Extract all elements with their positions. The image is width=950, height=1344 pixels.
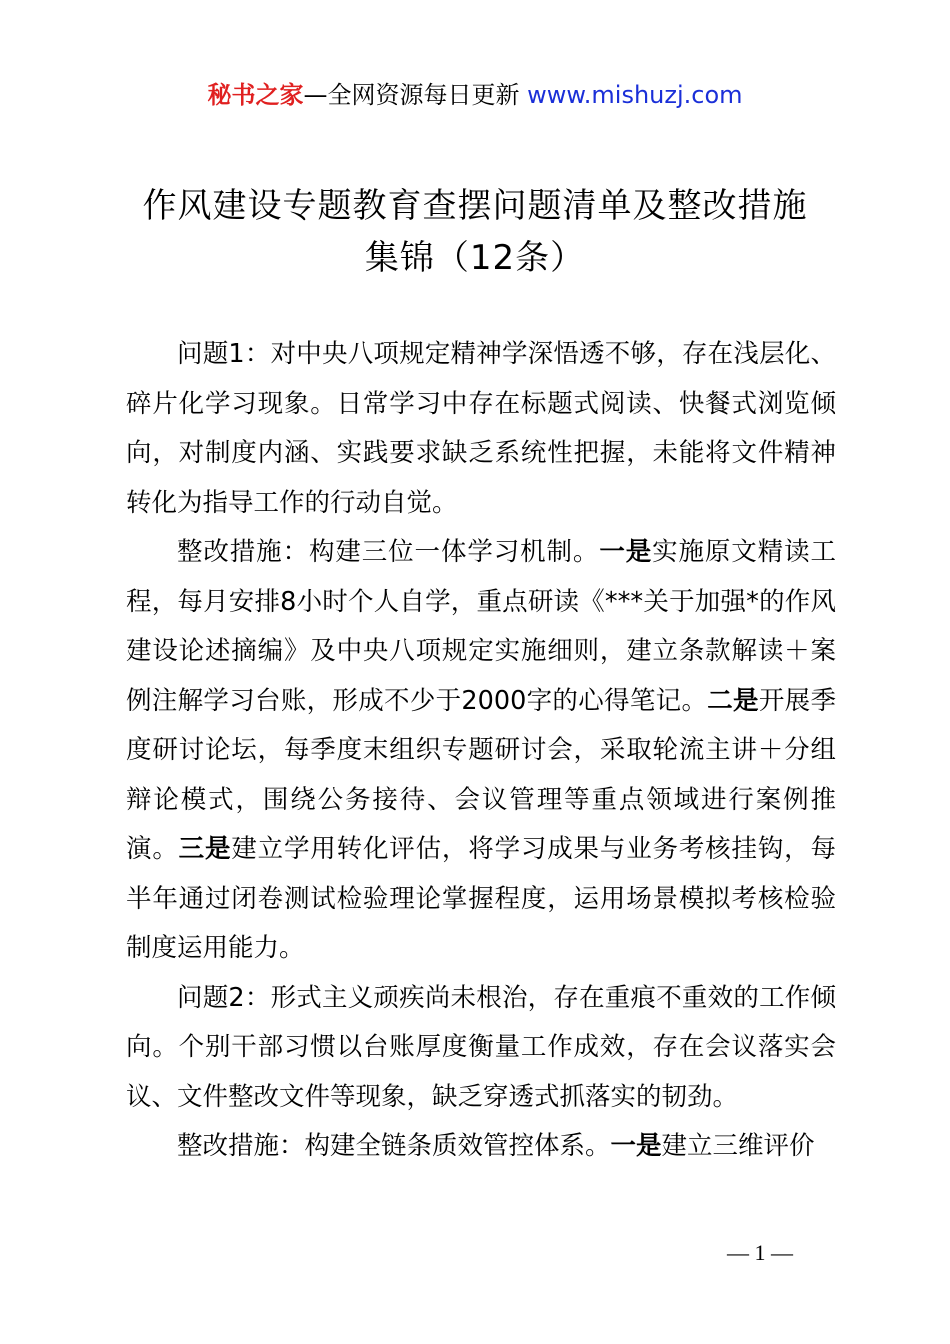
paragraph-problem-2: 问题2：形式主义顽疾尚未根治，存在重痕不重效的工作倾向。个别干部习惯以台账厚度衡量工作成效，存在会议落实会议、文件整改文件等现象，缺乏穿透式抓落实的韧劲。 <box>126 982 836 1112</box>
measures-1-intro: 整改措施：构建三位一体学习机制。 <box>177 537 600 567</box>
measures-1-keyword-3: 三是 <box>178 834 232 864</box>
site-url-link[interactable]: www.mishuzj.com <box>527 81 743 109</box>
paragraph-problem-1: 问题1：对中央八项规定精神学深悟透不够，存在浅层化、碎片化学习现象。日常学习中存在标题式阅读、快餐式浏览倾向，对制度内涵、实践要求缺乏系统性把握，未能将文件精神转化为指导工作的行动自觉。 <box>126 339 836 518</box>
measures-2-intro: 整改措施：构建全链条质效管控体系。 <box>177 1131 611 1161</box>
measures-2-text-1: 建立三维评价 <box>661 1131 815 1161</box>
paragraph-measures-2 <box>126 1122 836 1172</box>
document-body <box>126 330 836 1172</box>
measures-1-text-2: 开展季度研讨论坛，每季度末组织专题研讨会，采取轮流主讲＋分组辩论模式，围绕公务接待、会议管理等重点领域进行案例推演。 <box>126 685 836 864</box>
measures-2-keyword-1: 一是 <box>610 1131 662 1161</box>
measures-1-keyword-2: 二是 <box>707 685 759 716</box>
document-title-line-2: 集锦（12条） <box>364 238 586 278</box>
page-number: — 1 — <box>727 1240 793 1265</box>
paragraph-measures-1 <box>126 528 836 974</box>
site-tagline: —全网资源每日更新 <box>303 81 520 109</box>
document-title <box>0 180 950 284</box>
site-name: 秘书之家 <box>207 81 304 109</box>
measures-1-text-1: 实施原文精读工程，每月安排8小时个人自学，重点研读《***关于加强*的作风建设论述摘编》及中央八项规定实施细则，建立条款解读＋案例注解学习台账，形成不少于2000字的心得笔记。 <box>126 537 836 716</box>
measures-1-text-3: 建立学用转化评估，将学习成果与业务考核挂钩，每半年通过闭卷测试检验理论掌握程度，运用场景模拟考核检验制度运用能力。 <box>126 834 836 963</box>
measures-1-keyword-1: 一是 <box>599 537 653 567</box>
document-title-line-1: 作风建设专题教育查摆问题清单及整改措施 <box>142 186 808 226</box>
site-header <box>0 78 950 112</box>
